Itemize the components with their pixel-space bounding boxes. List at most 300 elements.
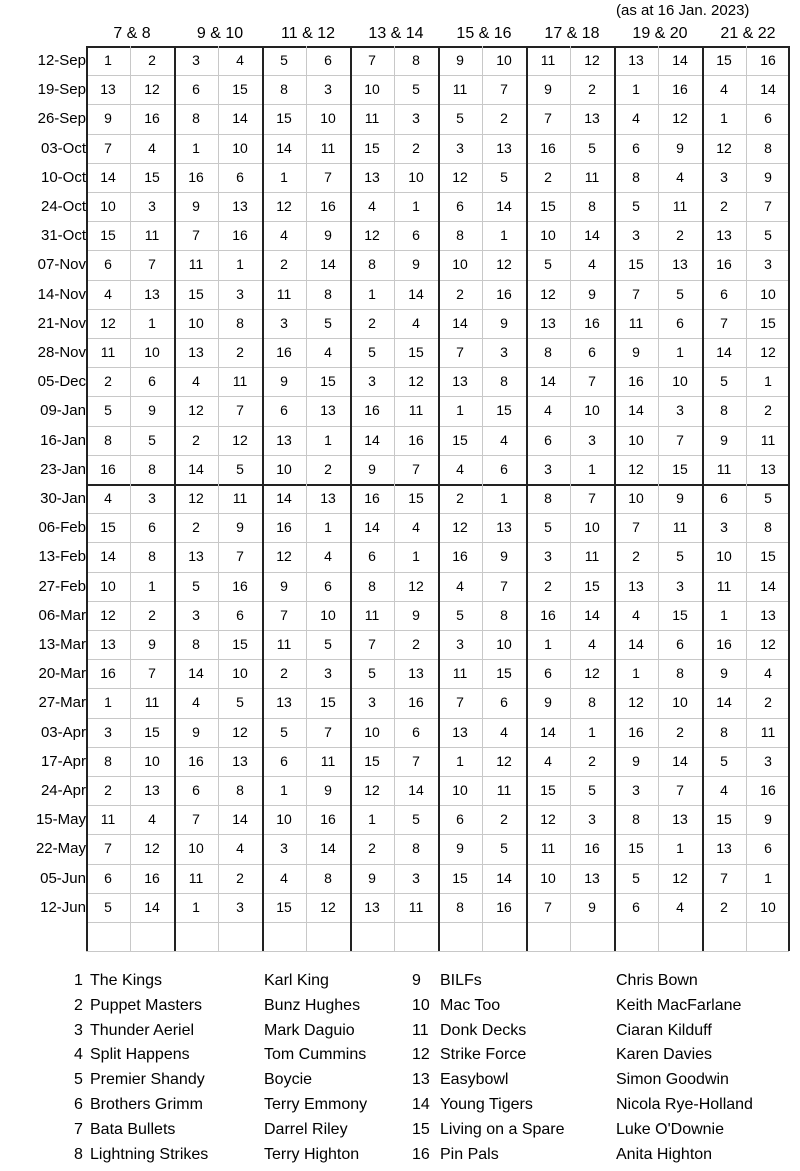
table-cell: 1 [104,52,112,68]
table-cell: 3 [236,898,244,915]
table-cell: 4 [148,811,156,828]
table-cell: 11 [320,752,336,769]
lane-header: 9 & 10 [196,25,244,42]
table-cell: 10 [496,636,512,652]
table-cell: 11 [760,723,776,740]
grid-divider [658,46,659,951]
table-cell: 4 [544,402,552,419]
table-row [0,747,800,776]
row-date: 15-May [35,811,86,829]
row-date: 27-Feb [38,577,86,595]
table-cell: 16 [144,110,160,127]
table-cell: 10 [320,110,336,127]
table-cell: 13 [188,344,204,360]
table-cell: 14 [232,110,248,127]
table-cell: 16 [584,840,600,857]
table-cell: 8 [676,665,684,682]
table-cell: 12 [188,490,204,506]
grid-divider [746,46,747,951]
table-row [0,659,800,688]
table-cell: 8 [192,636,200,652]
table-cell: 9 [764,168,772,185]
table-cell: 1 [720,606,728,623]
table-cell: 6 [324,52,332,68]
table-cell: 15 [760,314,776,331]
table-cell: 13 [364,898,380,915]
table-cell: 2 [324,460,332,477]
table-cell: 8 [104,752,112,769]
grid-divider [130,46,131,951]
table-cell: 11 [408,898,424,915]
table-cell: 14 [364,519,380,536]
table-cell: 8 [456,898,464,915]
table-cell: 5 [412,811,420,828]
table-cell: 6 [720,285,728,302]
grid-divider [482,46,483,951]
lane-header: 19 & 20 [632,25,688,42]
team-number: 11 [412,1021,429,1039]
table-cell: 11 [276,285,292,302]
table-cell: 13 [144,285,160,302]
table-row [0,104,800,133]
table-cell: 10 [408,168,424,185]
table-cell: 12 [364,782,380,798]
table-cell: 14 [540,723,556,740]
table-cell: 3 [148,490,156,506]
row-date: 14-Nov [37,285,86,303]
table-cell: 4 [720,782,728,798]
table-cell: 11 [144,694,160,711]
table-cell: 1 [280,168,288,185]
table-cell: 8 [104,431,112,448]
table-cell: 15 [100,519,116,536]
table-cell: 7 [544,110,552,127]
table-cell: 6 [720,490,728,506]
team-captain: Nicola Rye-Holland [616,1096,753,1113]
team-captain: Keith MacFarlane [616,996,742,1014]
table-cell: 7 [148,256,156,273]
table-cell: 4 [500,723,508,740]
table-cell: 16 [716,256,732,273]
row-date: 19-Sep [37,81,86,99]
table-cell: 9 [764,811,772,828]
table-cell: 8 [632,168,640,185]
team-captain: Chris Bown [616,972,698,989]
team-number: 2 [74,996,83,1014]
table-row [0,134,800,163]
table-row [0,834,800,863]
table-cell: 1 [500,227,508,244]
row-date: 17-Apr [40,752,86,770]
table-cell: 10 [188,314,204,331]
table-cell: 6 [764,840,772,857]
table-cell: 13 [320,402,336,419]
table-row [0,805,800,834]
table-cell: 12 [276,548,292,565]
table-cell: 16 [320,811,336,828]
team-name: Living on a Spare [440,1120,565,1138]
grid-divider [614,46,616,951]
table-cell: 8 [544,490,552,506]
table-cell: 13 [760,606,776,623]
table-cell: 4 [192,373,200,390]
row-date: 31-Oct [40,227,86,245]
table-cell: 4 [720,81,728,98]
table-cell: 3 [412,869,420,886]
table-cell: 14 [188,460,204,477]
table-cell: 8 [764,139,772,156]
table-cell: 13 [628,52,644,68]
table-cell: 12 [584,665,600,682]
table-cell: 11 [276,636,292,652]
table-cell: 2 [192,519,200,536]
table-cell: 16 [364,490,380,506]
team-number: 13 [412,1071,430,1089]
table-cell: 12 [408,577,424,594]
table-cell: 12 [628,460,644,477]
table-cell: 11 [628,314,644,331]
table-cell: 14 [100,168,116,185]
table-cell: 10 [540,227,556,244]
table-cell: 8 [324,285,332,302]
table-cell: 14 [628,402,644,419]
table-cell: 10 [716,548,732,565]
table-cell: 15 [452,869,468,886]
table-cell: 9 [280,373,288,390]
table-cell: 1 [544,636,552,652]
table-cell: 15 [144,723,160,740]
row-date: 16-Jan [40,431,86,449]
table-cell: 11 [760,431,776,448]
table-cell: 7 [588,373,596,390]
table-cell: 9 [148,402,156,419]
table-cell: 3 [236,285,244,302]
table-cell: 13 [452,723,468,740]
table-cell: 6 [148,373,156,390]
table-cell: 15 [232,81,248,98]
table-cell: 16 [364,402,380,419]
table-cell: 1 [148,314,156,331]
table-cell: 4 [588,256,596,273]
row-date: 23-Jan [40,460,86,478]
table-cell: 7 [236,402,244,419]
table-cell: 13 [716,227,732,244]
table-cell: 2 [764,694,772,711]
table-cell: 9 [588,285,596,302]
table-cell: 11 [188,256,204,273]
row-date: 22-May [35,840,86,858]
table-cell: 11 [540,840,556,857]
lane-header: 21 & 22 [720,25,776,42]
table-cell: 15 [760,548,776,565]
row-date: 09-Jan [40,402,86,420]
table-cell: 3 [192,606,200,623]
table-cell: 16 [408,431,424,448]
table-cell: 14 [584,227,600,244]
table-cell: 3 [632,227,640,244]
table-cell: 14 [188,665,204,682]
table-cell: 10 [540,869,556,886]
team-number: 10 [412,996,430,1014]
team-captain: Terry Emmony [264,1096,368,1113]
table-cell: 16 [628,373,644,390]
lane-header-row [88,22,790,46]
table-cell: 10 [672,373,688,390]
table-cell: 15 [496,665,512,682]
table-cell: 9 [104,110,112,127]
table-cell: 8 [764,519,772,536]
table-cell: 16 [232,577,248,594]
table-cell: 4 [104,285,112,302]
team-number: 4 [74,1046,83,1064]
table-cell: 4 [632,110,640,127]
team-name: Strike Force [440,1046,527,1064]
table-cell: 11 [232,373,248,390]
table-cell: 14 [760,81,776,98]
table-cell: 9 [280,577,288,594]
table-cell: 5 [676,285,684,302]
table-row [0,221,800,250]
team-number: 15 [412,1120,430,1138]
table-cell: 8 [148,460,156,477]
table-cell: 14 [584,606,600,623]
table-cell: 16 [584,314,600,331]
row-date: 12-Jun [40,898,86,916]
table-cell: 3 [324,665,332,682]
table-cell: 7 [720,869,728,886]
row-date: 27-Mar [38,694,86,712]
table-cell: 11 [320,139,336,156]
table-cell: 3 [676,577,684,594]
table-cell: 11 [672,519,688,536]
table-cell: 13 [232,752,248,769]
grid-divider [350,46,352,951]
table-cell: 15 [716,52,732,68]
table-cell: 5 [632,869,640,886]
table-cell: 7 [632,285,640,302]
table-row [0,338,800,367]
table-cell: 5 [236,694,244,711]
table-cell: 4 [368,198,376,214]
table-cell: 14 [496,869,512,886]
table-cell: 1 [412,548,420,565]
table-cell: 1 [456,402,464,419]
table-cell: 15 [320,373,336,390]
table-row [0,542,800,571]
table-cell: 2 [368,840,376,857]
table-row [0,864,800,893]
table-cell: 9 [456,52,464,68]
table-cell: 5 [368,344,376,360]
table-cell: 6 [412,723,420,740]
table-cell: 11 [584,168,600,185]
table-cell: 7 [456,694,464,711]
table-cell: 5 [544,256,552,273]
table-cell: 15 [716,811,732,828]
table-cell: 9 [676,490,684,506]
table-cell: 6 [412,227,420,244]
table-cell: 4 [412,314,420,331]
table-cell: 9 [544,81,552,98]
grid-line [86,951,789,952]
table-cell: 10 [584,519,600,536]
table-cell: 1 [412,198,420,214]
table-cell: 5 [368,665,376,682]
table-cell: 1 [676,344,684,360]
table-cell: 14 [716,694,732,711]
table-cell: 11 [364,110,380,127]
table-cell: 15 [276,898,292,915]
table-cell: 2 [588,81,596,98]
table-cell: 1 [324,519,332,536]
team-name: Lightning Strikes [90,1145,209,1163]
table-cell: 3 [544,548,552,565]
table-cell: 9 [412,256,420,273]
table-cell: 12 [320,898,336,915]
table-cell: 13 [100,636,116,652]
table-cell: 16 [408,694,424,711]
table-cell: 1 [588,460,596,477]
table-cell: 7 [236,548,244,565]
table-cell: 2 [368,314,376,331]
table-cell: 14 [672,52,688,68]
table-cell: 16 [716,636,732,652]
grid-divider [86,46,88,951]
table-cell: 11 [232,490,248,506]
table-cell: 4 [632,606,640,623]
lane-header: 7 & 8 [113,25,151,42]
lane-header: 11 & 12 [281,25,335,42]
table-cell: 16 [452,548,468,565]
table-cell: 2 [676,723,684,740]
table-cell: 5 [280,52,288,68]
table-cell: 4 [148,139,156,156]
table-cell: 3 [456,139,464,156]
table-cell: 13 [540,314,556,331]
table-cell: 2 [280,256,288,273]
table-cell: 5 [456,110,464,127]
table-cell: 13 [760,460,776,477]
table-cell: 7 [456,344,464,360]
team-name: Puppet Masters [90,996,203,1014]
table-cell: 13 [188,548,204,565]
table-cell: 6 [104,869,112,886]
table-cell: 2 [192,431,200,448]
table-row [0,776,800,805]
row-date: 13-Feb [38,548,86,566]
grid-divider [218,46,219,951]
table-cell: 15 [100,227,116,244]
table-cell: 3 [588,811,596,828]
team-name: Bata Bullets [90,1120,176,1138]
table-cell: 15 [672,606,688,623]
team-name: Premier Shandy [90,1071,205,1089]
table-cell: 9 [500,548,508,565]
table-cell: 6 [632,898,640,915]
table-cell: 10 [320,606,336,623]
table-cell: 5 [764,227,772,244]
table-cell: 3 [764,256,772,273]
table-cell: 1 [148,577,156,594]
table-cell: 5 [236,460,244,477]
table-cell: 16 [276,344,292,360]
team-number: 6 [74,1096,83,1113]
team-number: 1 [74,972,83,989]
table-cell: 6 [588,344,596,360]
table-cell: 11 [716,460,732,477]
table-cell: 10 [496,52,512,68]
table-row [0,630,800,659]
table-cell: 5 [280,723,288,740]
table-cell: 6 [676,636,684,652]
row-date: 06-Feb [38,519,86,537]
team-captain: Ciaran Kilduff [616,1021,712,1039]
table-cell: 13 [452,373,468,390]
team-captain: Boycie [264,1071,313,1089]
table-cell: 12 [452,519,468,536]
table-cell: 6 [192,81,200,98]
table-cell: 15 [232,636,248,652]
table-cell: 10 [628,431,644,448]
table-cell: 7 [412,460,420,477]
table-cell: 2 [500,811,508,828]
table-cell: 6 [324,577,332,594]
table-cell: 10 [100,577,116,594]
table-cell: 4 [192,694,200,711]
table-cell: 10 [628,490,644,506]
table-cell: 15 [540,198,556,214]
table-cell: 16 [188,752,204,769]
table-cell: 8 [236,782,244,798]
table-cell: 2 [236,344,244,360]
table-cell: 3 [104,723,112,740]
table-cell: 9 [236,519,244,536]
table-cell: 14 [540,373,556,390]
table-cell: 12 [408,373,424,390]
table-cell: 3 [676,402,684,419]
table-cell: 14 [408,285,424,302]
table-cell: 4 [764,665,772,682]
table-cell: 5 [676,548,684,565]
table-cell: 6 [236,606,244,623]
table-cell: 15 [496,402,512,419]
table-cell: 2 [236,869,244,886]
table-row [0,46,800,75]
table-cell: 1 [368,811,376,828]
table-cell: 16 [628,723,644,740]
table-cell: 13 [496,519,512,536]
table-cell: 10 [760,285,776,302]
team-captain: Anita Highton [616,1145,713,1163]
table-cell: 11 [408,402,424,419]
table-cell: 12 [716,139,732,156]
team-number: 16 [412,1145,430,1163]
table-cell: 12 [496,256,512,273]
table-cell: 9 [192,723,200,740]
table-cell: 13 [232,198,248,214]
team-name: Easybowl [440,1071,509,1089]
table-cell: 13 [584,869,600,886]
table-row [0,455,800,484]
table-cell: 16 [320,198,336,214]
table-cell: 7 [148,665,156,682]
table-cell: 10 [232,139,248,156]
table-cell: 13 [628,577,644,594]
table-cell: 11 [100,811,116,828]
table-cell: 7 [676,431,684,448]
table-cell: 11 [540,52,556,68]
table-cell: 1 [192,139,200,156]
